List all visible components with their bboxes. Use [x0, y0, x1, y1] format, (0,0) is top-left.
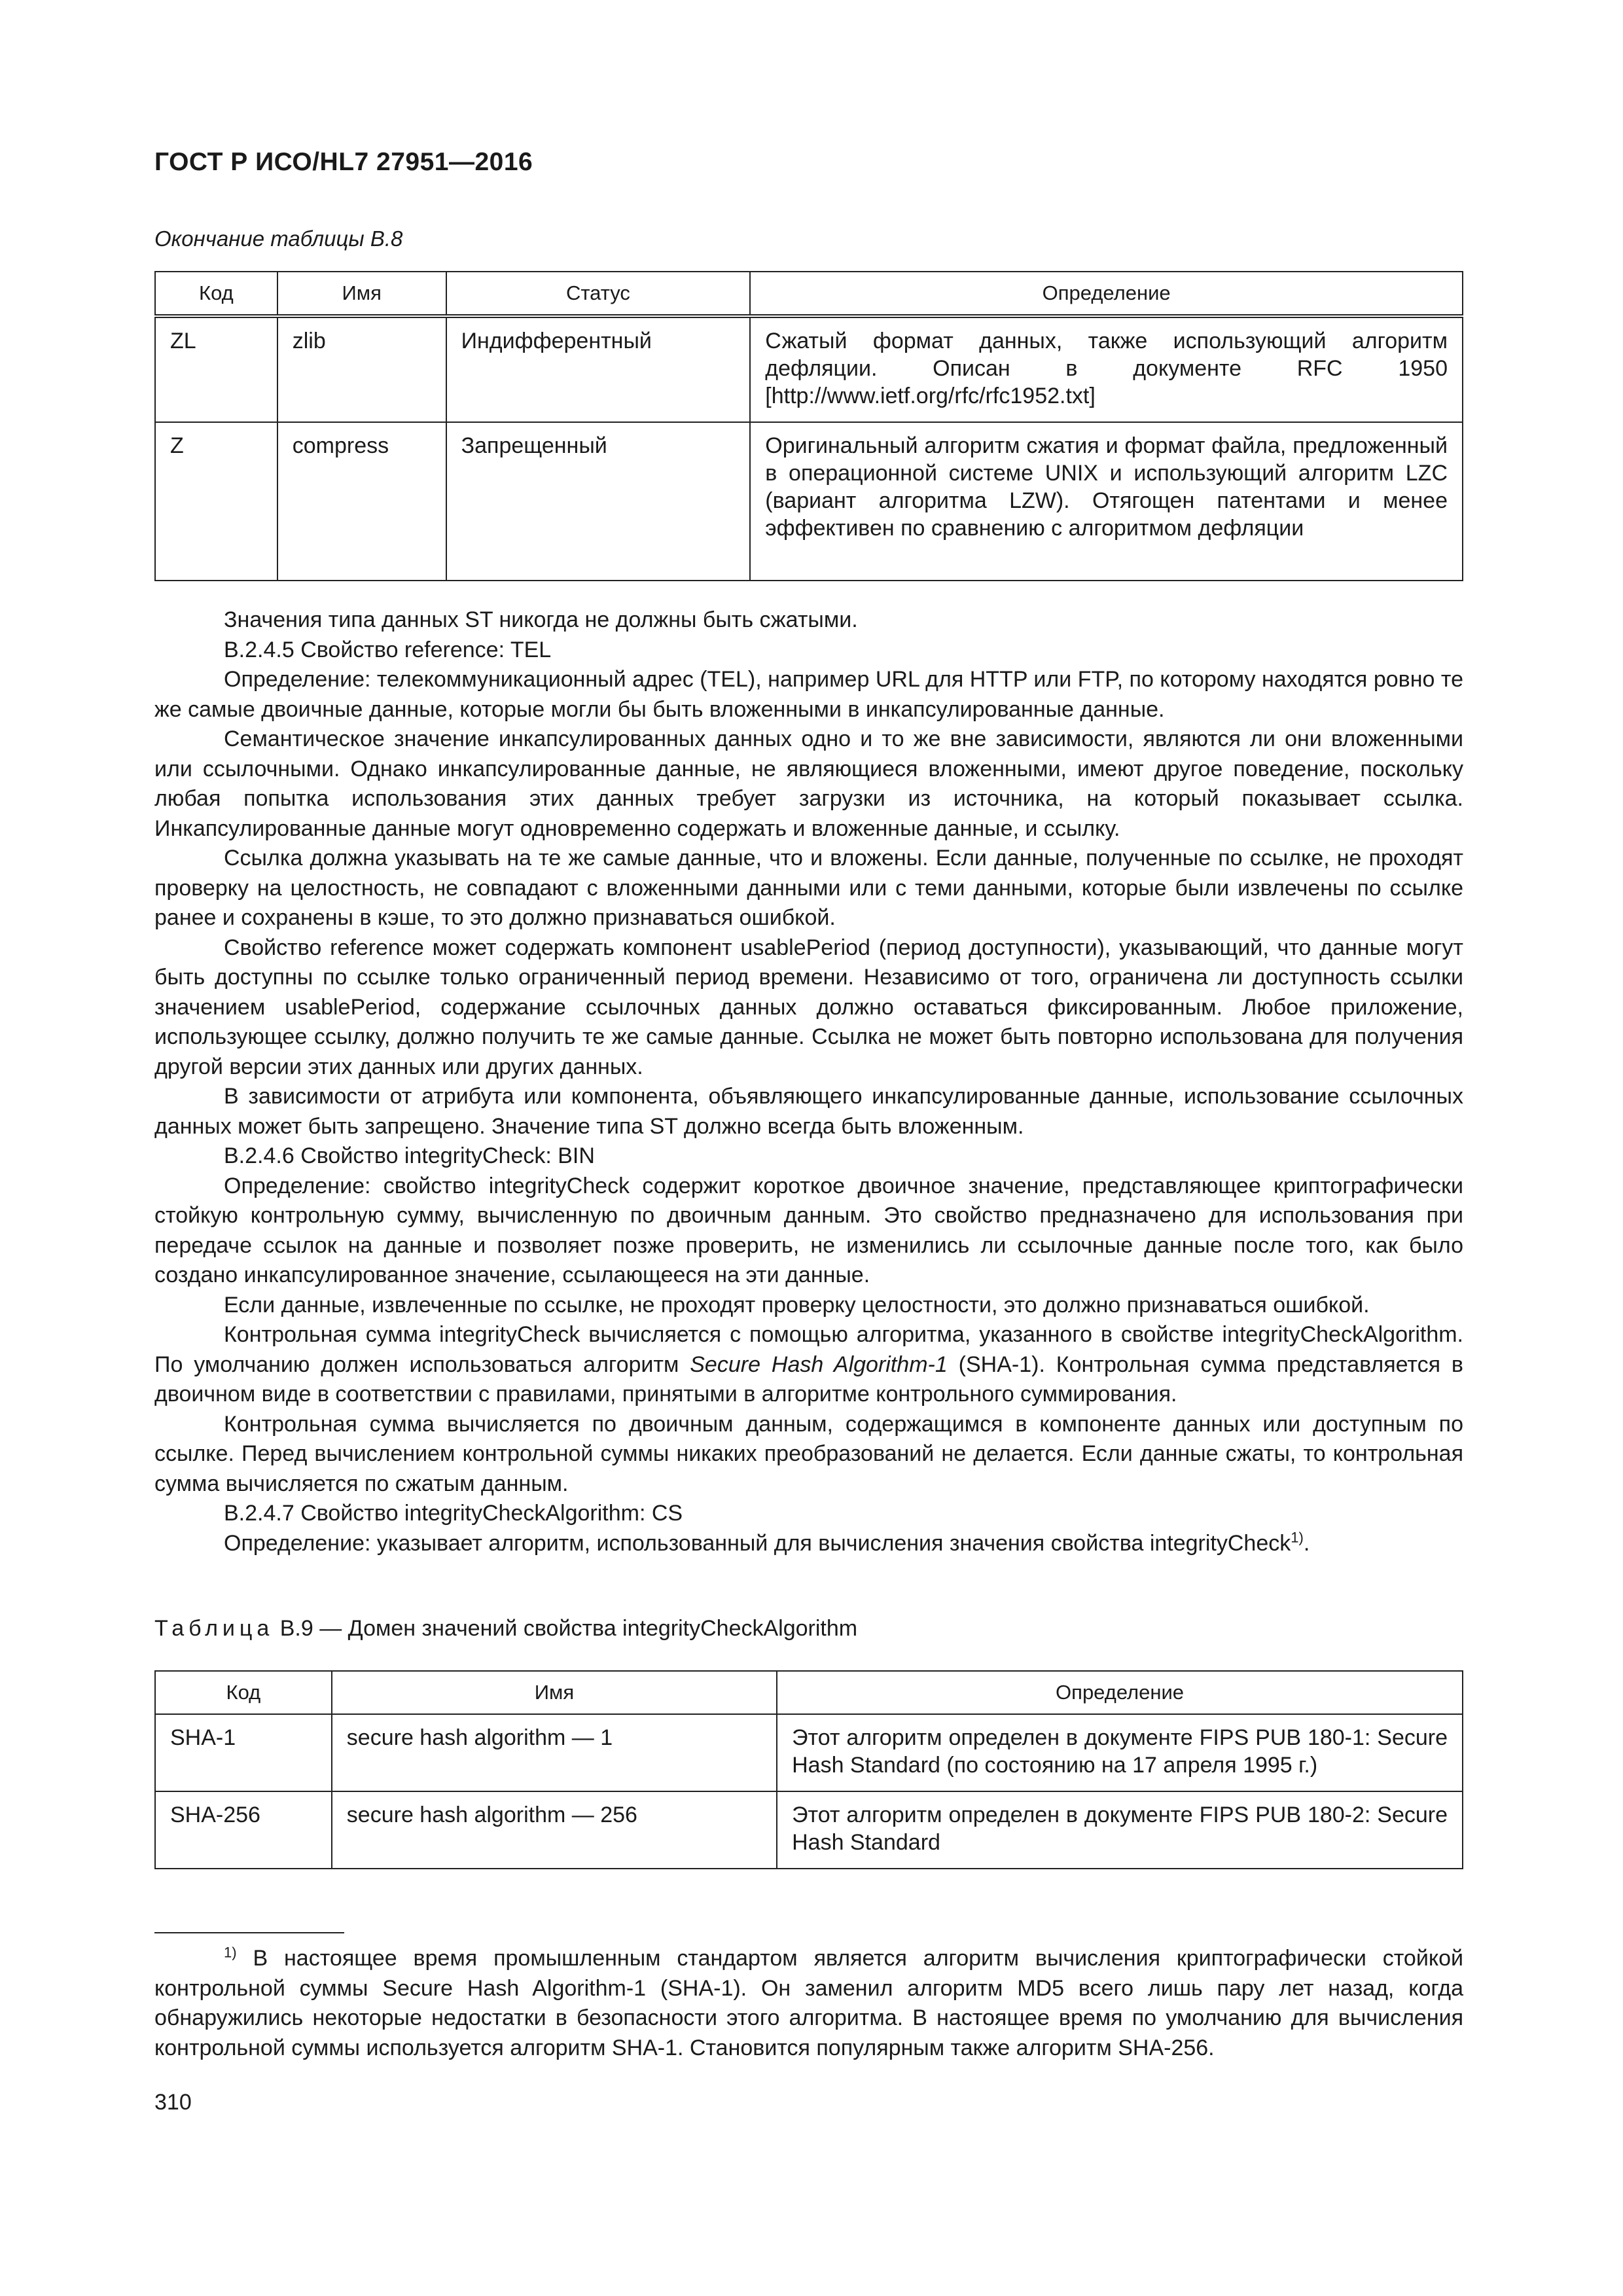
- section-heading: B.2.4.6 Свойство integrityCheck: BIN: [224, 1143, 595, 1168]
- cell-name: secure hash algorithm — 1: [332, 1714, 777, 1791]
- footnote-paragraph: [154, 1944, 1463, 2063]
- table-b9-caption: [154, 1616, 857, 1641]
- footnote: [154, 1944, 1463, 2063]
- cell-definition: Оригинальный алгоритм сжатия и формат файла, предложенный в операционной системе UNIX и использующий алгоритм LZC (вариант алгоритма LZW). Отягощен патентами и менее эффективен по сравнению с алгоритмом дефляции: [750, 422, 1463, 581]
- cell-name: compress: [277, 422, 446, 581]
- cell-name: zlib: [277, 316, 446, 422]
- column-header-status: Статус: [446, 272, 751, 316]
- paragraph: Семантическое значение инкапсулированных данных одно и то же вне зависимости, являются ли они вложенными или ссылочными. Однако инкапсулированные данные, не являющиеся вложенными, имеют другое поведение, поскольку любая попытка использования этих данных требует загрузки из источника, на который показывает ссылка. Инкапсулированные данные могут одновременно содержать и вложенные данные, и ссылку.: [154, 726, 1463, 841]
- footnote-divider: [154, 1932, 344, 1933]
- cell-code: SHA-1: [155, 1714, 332, 1791]
- cell-definition: Этот алгоритм определен в документе FIPS PUB 180-1: Secure Hash Standard (по состоянию на 17 апреля 1995 г.): [777, 1714, 1463, 1791]
- cell-code: Z: [155, 422, 277, 581]
- page-number: 310: [154, 2090, 192, 2115]
- table-row: [155, 316, 1463, 422]
- cell-code: SHA-256: [155, 1791, 332, 1869]
- caption-text: B.9 — Домен значений свойства integrityCheckAlgorithm: [274, 1616, 858, 1641]
- cell-status: Запрещенный: [446, 422, 751, 581]
- column-header-code: Код: [155, 1671, 332, 1714]
- table-header-row: [155, 1671, 1463, 1714]
- table-b9: [154, 1670, 1463, 1869]
- footnote-marker: 1): [224, 1944, 237, 1961]
- paragraph: Свойство reference может содержать компонент usablePeriod (период доступности), указывающий, что данные могут быть доступны по ссылке только ограниченный период времени. Независимо от того, ограничена ли доступность ссылки значением usablePeriod, содержание ссылочных данных должно оставаться фиксированным. Любое приложение, использующее ссылку, должно получить те же самые данные. Ссылка не может быть повторно использована для получения другой версии этих данных или других данных.: [154, 935, 1463, 1079]
- column-header-name: Имя: [332, 1671, 777, 1714]
- caption-label: Таблица: [154, 1616, 274, 1641]
- column-header-code: Код: [155, 272, 277, 316]
- paragraph: В зависимости от атрибута или компонента, объявляющего инкапсулированные данные, использование ссылочных данных может быть запрещено. Значение типа ST должно всегда быть вложенным.: [154, 1084, 1463, 1139]
- table-row: [155, 1714, 1463, 1791]
- section-heading: B.2.4.5 Свойство reference: TEL: [224, 637, 552, 662]
- algorithm-name-italic: Secure Hash Algorithm-1: [690, 1352, 948, 1377]
- body-text: [154, 605, 1463, 1558]
- cell-name: secure hash algorithm — 256: [332, 1791, 777, 1869]
- paragraph: [154, 1320, 1463, 1410]
- text-run: .: [1303, 1530, 1310, 1556]
- paragraph: Значения типа данных ST никогда не должны быть сжатыми.: [224, 607, 858, 632]
- text-run: Контрольная сумма integrityCheck вычисляется с помощью алгоритма, указанного в свойстве integrityCheckAlgorithm. По умолчанию должен использоваться алгоритм: [154, 1322, 1463, 1377]
- paragraph: Определение: телекоммуникационный адрес (TEL), например URL для HTTP или FTP, по которому находятся ровно те же самые двоичные данные, которые могли бы быть вложенными в инкапсулированные данные.: [154, 667, 1463, 722]
- text-run: Определение: указывает алгоритм, использованный для вычисления значения свойства integrityCheck: [224, 1530, 1291, 1556]
- section-heading: B.2.4.7 Свойство integrityCheckAlgorithm: CS: [224, 1501, 683, 1526]
- table-row: [155, 422, 1463, 581]
- cell-status: Индифферентный: [446, 316, 751, 422]
- cell-definition: Сжатый формат данных, также использующий алгоритм дефляции. Описан в документе RFC 1950 [http://www.ietf.org/rfc/rfc1952.txt]: [750, 316, 1463, 422]
- paragraph: Контрольная сумма вычисляется по двоичным данным, содержащимся в компоненте данных или доступным по ссылке. Перед вычислением контрольной суммы никаких преобразований не делается. Если данные сжаты, то контрольная сумма вычисляется по сжатым данным.: [154, 1411, 1463, 1496]
- table-header-row: [155, 272, 1463, 316]
- page-header: ГОСТ Р ИСО/HL7 27951—2016: [154, 148, 533, 176]
- column-header-name: Имя: [277, 272, 446, 316]
- table-row: [155, 1791, 1463, 1869]
- text-run: (SHA-1). Контрольная сумма представляется в двоичном виде в соответствии с правилами, принятыми в алгоритме контрольного суммирования.: [154, 1352, 1463, 1407]
- cell-definition: Этот алгоритм определен в документе FIPS PUB 180-2: Secure Hash Standard: [777, 1791, 1463, 1869]
- column-header-definition: Определение: [777, 1671, 1463, 1714]
- cell-code: ZL: [155, 316, 277, 422]
- column-header-definition: Определение: [750, 272, 1463, 316]
- table-continuation-caption: Окончание таблицы B.8: [154, 226, 403, 251]
- footnote-text: В настоящее время промышленным стандартом является алгоритм вычисления криптографически стойкой контрольной суммы Secure Hash Algorithm-1 (SHA-1). Он заменил алгоритм MD5 всего лишь пару лет назад, когда обнаружились некоторые недостатки в безопасности этого алгоритма. В настоящее время по умолчанию для вычисления контрольной суммы используется алгоритм SHA-1. Становится популярным также алгоритм SHA-256.: [154, 1946, 1463, 2060]
- paragraph: [154, 1529, 1463, 1559]
- paragraph: Ссылка должна указывать на те же самые данные, что и вложены. Если данные, полученные по ссылке, не проходят проверку на целостность, не совпадают с вложенными данными или с теми данными, которые были извлечены по ссылке ранее и сохранены в кэше, то это должно признаваться ошибкой.: [154, 846, 1463, 930]
- table-b8: [154, 271, 1463, 581]
- paragraph: Если данные, извлеченные по ссылке, не проходят проверку целостности, это должно признаваться ошибкой.: [224, 1292, 1370, 1318]
- paragraph: Определение: свойство integrityCheck содержит короткое двоичное значение, представляющее криптографически стойкую контрольную сумму, вычисленную по двоичным данным. Это свойство предназначено для использования при передаче ссылок на данные и позволяет позже проверить, не изменились ли ссылочные данные после того, как было создано инкапсулированное значение, ссылающееся на эти данные.: [154, 1173, 1463, 1287]
- footnote-reference: 1): [1291, 1529, 1304, 1546]
